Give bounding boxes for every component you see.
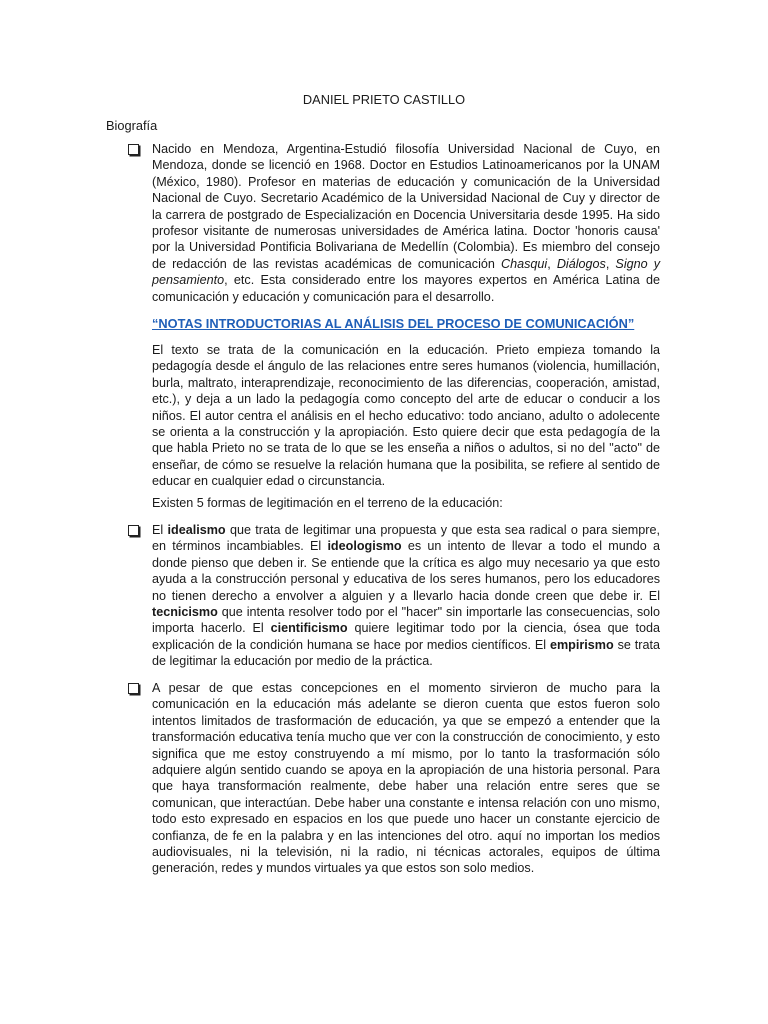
term-idealismo: idealismo xyxy=(167,523,226,537)
term-empirismo: empirismo xyxy=(549,637,614,652)
forms-text: se trata de legitimar la educación por medio de la práctica. xyxy=(152,637,660,669)
conclusion-paragraph-text: A pesar de que estas concepciones en el momento sirvieron de mucho para la comunicación en la educación más adelante se dieron cuenta que estos fueron solo intentos limitados de trasformación de educación, ya que se empezó a entender que la transformación educativa tenía mucho que ver con la construcción de conocimiento, y esto significa que me estoy construyendo a mí mismo, por lo tanto la trasformación sólo adquiere algún sentido cuando se apoya en la apropiación de una historia personal. Para que haya transformación realmente, debe haber una relación entre seres que se comunican, que interactúan. Debe haber una constante e intensa relación con uno mismo, todo esto expresado en espacios en los que puede uno hacer un constante ejercicio de confianza, de fe en la palabra y en las intenciones del otro. aquí no importan los medios audiovisuales, ni la televisión, ni la radio, ni técnicas actorales, equipos de última generación, redes y mundos virtuales ya que estos son solo medios. xyxy=(152,681,660,876)
magazine-chasqui: Chasqui xyxy=(501,256,548,271)
forms-text: es un intento de llevar a todo el mundo a donde pienso que deben ir. Se entiende que la crítica es algo muy necesario ya que esto ayuda a la construcción personal y educativa de los seres humanos, pero los educadores no tienen derecho a envolver a alguien y a llevarlo hacia donde creen que debe ir. El xyxy=(152,539,660,603)
bio-separator: , xyxy=(547,256,557,271)
document-title: DANIEL PRIETO CASTILLO xyxy=(302,92,466,107)
forms-text: quiere legitimar todo por la ciencia, ósea que toda explicación de la condición humana se hace por medios científicos. El xyxy=(152,621,660,652)
forms-text: que intenta resolver todo por el "hacer" sin importarle las consecuencias, solo importa hacerlo. El xyxy=(152,605,660,636)
conclusion-paragraph xyxy=(152,680,660,877)
magazine-signo: Signo y pensamiento xyxy=(152,256,661,288)
term-ideologismo: ideologismo xyxy=(327,539,402,554)
checkbox-bullet-icon xyxy=(128,683,139,694)
checkbox-bullet-icon xyxy=(128,144,139,155)
bio-text-2: , etc. Esta considerado entre los mayores expertos en América Latina de comunicación y educación y comunicación para el desarrollo. xyxy=(152,273,660,304)
magazine-dialogos: Diálogos xyxy=(556,256,606,271)
bio-text-1: Nacido en Mendoza, Argentina-Estudió filosofía Universidad Nacional de Cuyo, en Mendoza, donde se licenció en 1968. Doctor en Estudios Latinoamericanos por la UNAM (México, 1980). Profesor en materias de educación y comunicación de la Universidad Nacional de Cuyo. Secretario Académico de la Universidad Nacional de Cuy y director de la carrera de postgrado de Especialización en Docencia Universitaria desde 1995. Ha sido profesor visitante de numerosas universidades de América latina. Doctor 'honoris causa' por la Universidad Pontificia Bolivariana de Medellín (Colombia). Es miembro del consejo de redacción de las revistas académicas de comunicación xyxy=(152,142,660,271)
intro-paragraph-text: El texto se trata de la comunicación en la educación. Prieto empieza tomando la pedagogía desde el ángulo de las relaciones entre seres humanos (violencia, humillación, burla, maltrato, interaprendizaje, reconocimiento de las diferencias, cooperación, amistad, etc.), y deja a un lado la pedagogía como concepto del arte de educar o conducir a los niños. El autor centra el análisis en el hecho educativo: todo anciano, adulto o adolecente se orienta a la construcción y la apropiación. Esto quiere decir que esta pedagogía de la que habla Prieto no se trata de lo que se les enseña a niños o adultos, si no del "acto" de enseñar, de cómo se resuelve la relación humana que la posibilita, se refiere al sentido de educar en cualquier edad o circunstancia. xyxy=(152,343,660,489)
forms-text: El xyxy=(152,523,168,537)
section-label-biografia: Biografía xyxy=(106,118,158,133)
intro-paragraph xyxy=(152,342,660,490)
forms-intro-text: Existen 5 formas de legitimación en el terreno de la educación: xyxy=(152,496,503,510)
term-cientificismo: cientificismo xyxy=(270,621,348,636)
bio-separator: , xyxy=(605,256,616,271)
bio-paragraph xyxy=(152,141,660,305)
forms-intro-paragraph xyxy=(152,495,660,511)
notes-heading: “NOTAS INTRODUCTORIAS AL ANÁLISIS DEL PROCESO DE COMUNICACIÓN” xyxy=(152,316,635,331)
checkbox-bullet-icon xyxy=(128,525,139,536)
forms-text: que trata de legitimar una propuesta y que esta sea radical o para siempre, en términos incambiables. El xyxy=(152,523,660,554)
term-tecnicismo: tecnicismo xyxy=(152,605,218,620)
forms-paragraph xyxy=(152,522,660,670)
